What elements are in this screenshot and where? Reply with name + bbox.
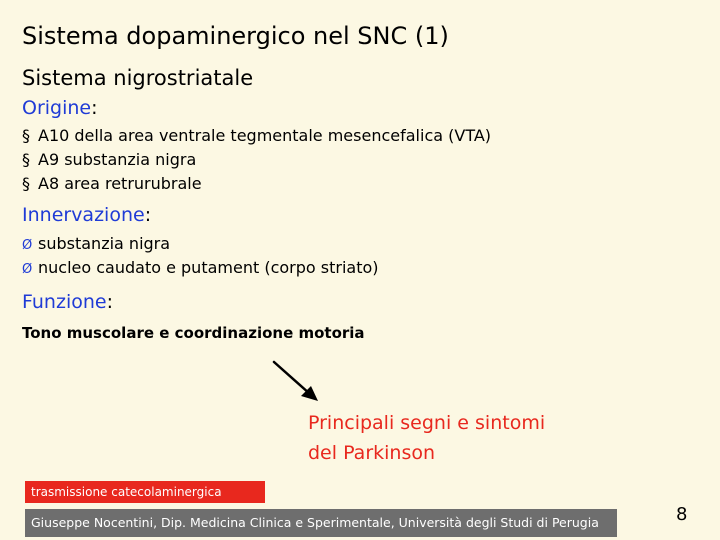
topic-tag: trasmissione catecolaminergica [25,481,265,503]
innervation-item [22,258,379,277]
origin-item [22,126,491,145]
square-bullet-icon: § [22,174,30,193]
function-heading-label: Funzione [22,291,107,313]
origin-heading [22,97,98,119]
function-heading-colon: : [106,291,113,313]
innervation-heading-colon: : [144,204,152,226]
origin-item [22,174,202,193]
origin-heading-colon: : [91,97,98,119]
innervation-item-text: nucleo caudato e putament (corpo striato) [38,258,379,277]
origin-heading-label: Origine [22,97,92,119]
origin-item-text: A9 substanzia nigra [38,150,197,169]
innervation-item [22,234,170,253]
origin-item [22,150,196,169]
square-bullet-icon: § [22,126,30,145]
arrow-bullet-icon: Ø [22,238,33,253]
origin-item-text: A10 della area ventrale tegmentale mesencefalica (VTA) [38,126,492,145]
square-bullet-icon: § [22,150,30,169]
footer-credit: Giuseppe Nocentini, Dip. Medicina Clinica e Sperimentale, Università degli Studi di Perugia [25,509,617,537]
arrow-bullet-icon: Ø [22,262,33,277]
result-line-2: del Parkinson [308,442,436,464]
result-line-1: Principali segni e sintomi [308,412,546,434]
innervation-item-text: substanzia nigra [38,234,171,253]
innervation-heading-label: Innervazione [22,204,145,226]
function-heading [22,291,113,313]
slide-title: Sistema dopaminergico nel SNC (1) [22,22,449,50]
down-right-arrow-icon [268,358,324,406]
innervation-heading [22,204,151,226]
slide-subtitle: Sistema nigrostriatale [22,66,254,90]
page-number: 8 [676,504,688,525]
origin-item-text: A8 area retrurubrale [38,174,202,193]
function-text: Tono muscolare e coordinazione motoria [22,324,365,342]
